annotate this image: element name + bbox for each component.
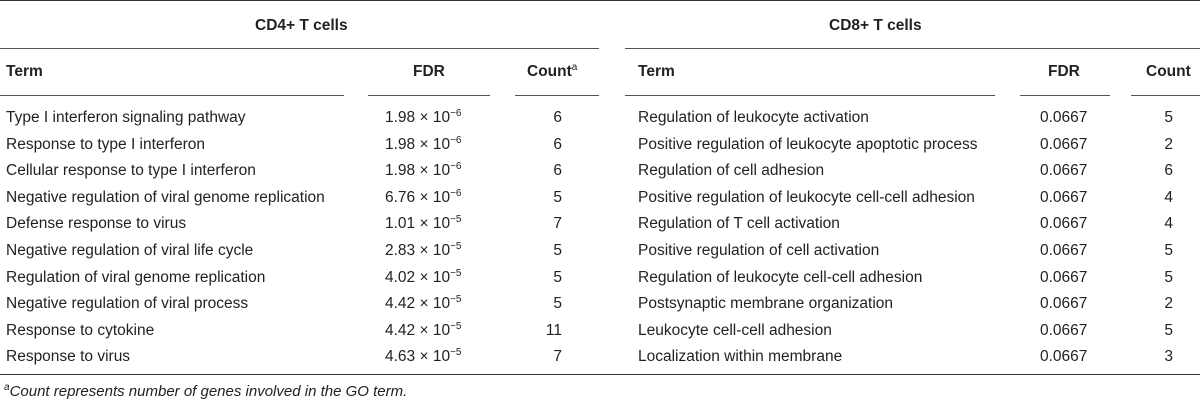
- cd8-count-cell: 2: [1164, 136, 1173, 153]
- cd4-fdr-cell: [385, 189, 461, 207]
- col-rule-count-cd8: [1131, 95, 1200, 96]
- col-rule-fdr-cd4: [368, 95, 490, 96]
- cd4-count-cell: 7: [553, 215, 562, 232]
- cd8-term-cell: Postsynaptic membrane organization: [638, 295, 894, 312]
- cd8-fdr-cell: 0.0667: [1040, 322, 1088, 339]
- cd8-term-cell: Regulation of leukocyte activation: [638, 109, 869, 126]
- cd8-fdr-cell: 0.0667: [1040, 215, 1088, 232]
- table-top-rule: [0, 0, 1200, 1]
- cd4-count-header: [527, 63, 577, 81]
- cd4-fdr-cell: [385, 295, 461, 313]
- cd8-fdr-cell: 0.0667: [1040, 242, 1088, 259]
- cd4-count-header-label: Count: [527, 63, 572, 80]
- cd8-count-cell: 5: [1164, 322, 1173, 339]
- cd8-count-cell: 5: [1164, 109, 1173, 126]
- cd8-term-cell: Regulation of leukocyte cell-cell adhesion: [638, 269, 923, 286]
- cd8-count-cell: 5: [1164, 269, 1173, 286]
- cd4-term-header: Term: [6, 63, 43, 80]
- cd4-term-cell: Defense response to virus: [6, 215, 187, 232]
- cd4-term-cell: Cellular response to type I interferon: [6, 162, 256, 179]
- cd4-fdr-cell: [385, 242, 461, 260]
- cd4-term-cell: Negative regulation of viral genome replication: [6, 189, 325, 206]
- fdr-exponent: −5: [450, 268, 462, 279]
- cd8-fdr-cell: 0.0667: [1040, 136, 1088, 153]
- times-sign: × 10: [415, 348, 451, 365]
- cd8-count-cell: 2: [1164, 295, 1173, 312]
- cd4-count-cell: 6: [553, 162, 562, 179]
- times-sign: × 10: [415, 322, 451, 339]
- cd4-fdr-cell: [385, 215, 461, 233]
- cd4-group-rule: [0, 48, 599, 49]
- cd4-fdr-header: FDR: [413, 63, 445, 80]
- fdr-mantissa: 6.76: [385, 189, 416, 206]
- cd4-term-cell: Response to virus: [6, 348, 131, 365]
- cd8-term-cell: Leukocyte cell-cell adhesion: [638, 322, 832, 339]
- col-rule-term-cd8: [625, 95, 995, 96]
- cd8-fdr-cell: 0.0667: [1040, 162, 1088, 179]
- footnote-mark: a: [4, 382, 10, 393]
- cd8-count-cell: 3: [1164, 348, 1173, 365]
- cd8-count-cell: 5: [1164, 242, 1173, 259]
- fdr-exponent: −6: [450, 161, 462, 172]
- cd8-term-cell: Localization within membrane: [638, 348, 843, 365]
- cd8-group-rule: [625, 48, 1200, 49]
- cd4-count-cell: 5: [553, 295, 562, 312]
- col-rule-count-cd4: [515, 95, 599, 96]
- fdr-exponent: −6: [450, 188, 462, 199]
- times-sign: × 10: [415, 215, 451, 232]
- cd8-count-header: Count: [1146, 63, 1191, 80]
- cd4-group-header: CD4+ T cells: [255, 17, 348, 34]
- cd4-count-cell: 5: [553, 189, 562, 206]
- times-sign: × 10: [415, 162, 451, 179]
- cd8-fdr-header: FDR: [1048, 63, 1080, 80]
- fdr-exponent: −5: [450, 294, 462, 305]
- times-sign: × 10: [415, 295, 451, 312]
- cd8-term-cell: Regulation of T cell activation: [638, 215, 840, 232]
- cd4-fdr-cell: [385, 109, 461, 127]
- cd4-fdr-cell: [385, 136, 461, 154]
- fdr-mantissa: 4.63: [385, 348, 416, 365]
- cd8-fdr-cell: 0.0667: [1040, 295, 1088, 312]
- cd4-count-cell: 5: [553, 242, 562, 259]
- cd4-term-cell: Response to type I interferon: [6, 136, 206, 153]
- cd4-count-cell: 5: [553, 269, 562, 286]
- fdr-mantissa: 1.98: [385, 109, 416, 126]
- fdr-exponent: −5: [450, 241, 462, 252]
- times-sign: × 10: [415, 136, 451, 153]
- times-sign: × 10: [415, 109, 451, 126]
- times-sign: × 10: [415, 242, 451, 259]
- cd4-fdr-cell: [385, 322, 461, 340]
- cd8-term-cell: Positive regulation of leukocyte cell-cell adhesion: [638, 189, 975, 206]
- fdr-exponent: −6: [450, 108, 462, 119]
- cd4-term-cell: Response to cytokine: [6, 322, 155, 339]
- fdr-mantissa: 1.98: [385, 136, 416, 153]
- cd8-group-header: CD8+ T cells: [829, 17, 922, 34]
- times-sign: × 10: [415, 269, 451, 286]
- fdr-mantissa: 1.01: [385, 215, 416, 232]
- fdr-mantissa: 4.42: [385, 322, 416, 339]
- cd4-count-cell: 6: [553, 136, 562, 153]
- count-footnote-mark: a: [571, 62, 578, 73]
- footnote-text: Count represents number of genes involved in the GO term.: [9, 383, 408, 400]
- cd4-term-cell: Negative regulation of viral process: [6, 295, 249, 312]
- fdr-mantissa: 1.98: [385, 162, 416, 179]
- cd4-count-cell: 6: [553, 109, 562, 126]
- cd4-term-cell: Regulation of viral genome replication: [6, 269, 266, 286]
- fdr-mantissa: 4.02: [385, 269, 416, 286]
- times-sign: × 10: [415, 189, 451, 206]
- fdr-exponent: −5: [450, 321, 462, 332]
- cd8-term-header: Term: [638, 63, 675, 80]
- table-bottom-rule: [0, 374, 1200, 375]
- cd8-count-cell: 4: [1164, 189, 1173, 206]
- fdr-mantissa: 4.42: [385, 295, 416, 312]
- fdr-exponent: −5: [450, 347, 462, 358]
- cd8-fdr-cell: 0.0667: [1040, 109, 1088, 126]
- cd4-term-cell: Negative regulation of viral life cycle: [6, 242, 254, 259]
- cd8-count-cell: 6: [1164, 162, 1173, 179]
- cd8-fdr-cell: 0.0667: [1040, 348, 1088, 365]
- cd8-fdr-cell: 0.0667: [1040, 189, 1088, 206]
- cd4-count-cell: 7: [553, 348, 562, 365]
- fdr-exponent: −6: [450, 135, 462, 146]
- col-rule-term-cd4: [0, 95, 344, 96]
- cd8-count-cell: 4: [1164, 215, 1173, 232]
- fdr-exponent: −5: [450, 214, 462, 225]
- cd4-count-cell: 11: [545, 322, 562, 339]
- col-rule-fdr-cd8: [1020, 95, 1110, 96]
- cd4-fdr-cell: [385, 269, 461, 287]
- cd8-fdr-cell: 0.0667: [1040, 269, 1088, 286]
- cd8-term-cell: Positive regulation of leukocyte apoptotic process: [638, 136, 978, 153]
- cd8-term-cell: Regulation of cell adhesion: [638, 162, 825, 179]
- cd8-term-cell: Positive regulation of cell activation: [638, 242, 880, 259]
- cd4-term-cell: Type I interferon signaling pathway: [6, 109, 246, 126]
- cd4-fdr-cell: [385, 348, 461, 366]
- fdr-mantissa: 2.83: [385, 242, 416, 259]
- cd4-fdr-cell: [385, 162, 461, 180]
- footnote: [4, 383, 407, 401]
